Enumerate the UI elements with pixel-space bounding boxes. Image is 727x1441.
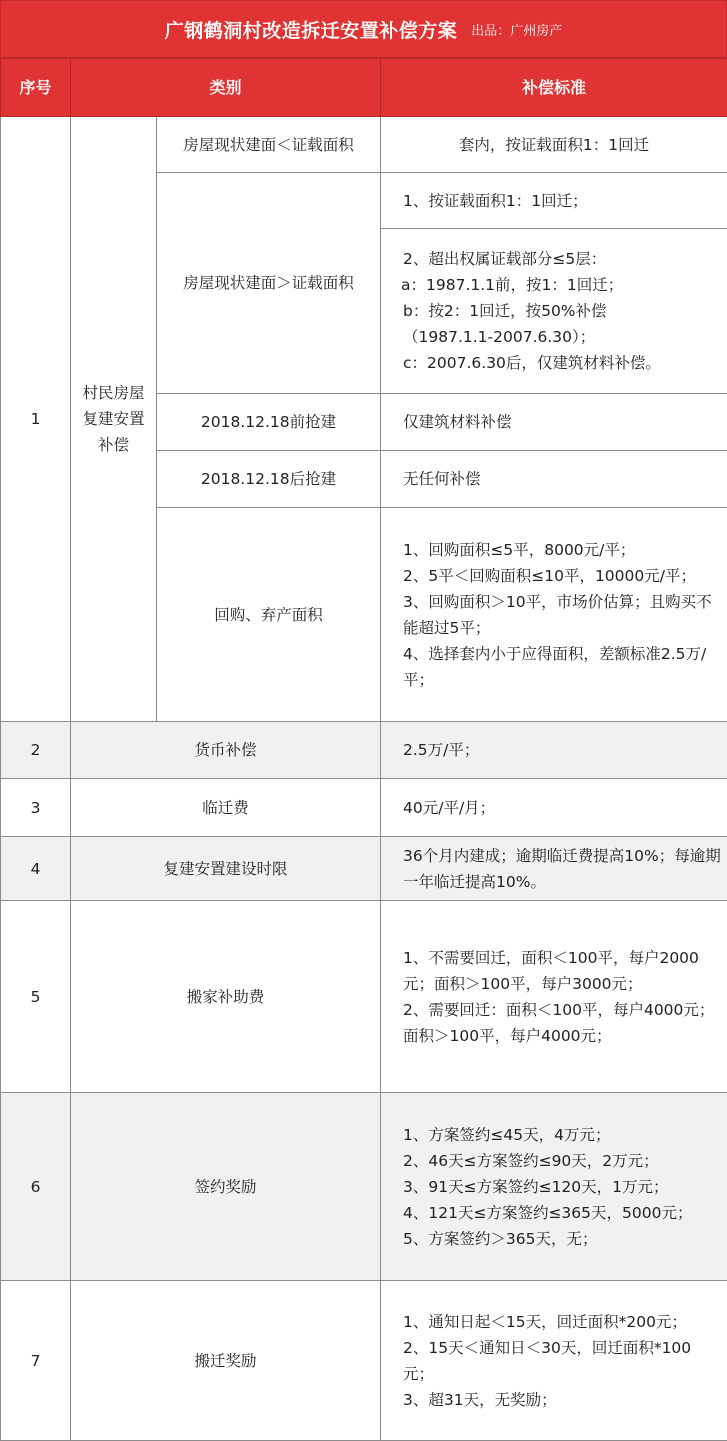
standard-line: 4、121天≤方案签约≤365天，5000元；: [403, 1200, 721, 1226]
sub-item: 回购、弃产面积: [157, 508, 381, 722]
standard-line: 套内，按证载面积1：1回迁: [387, 132, 721, 158]
row-category: 搬家补助费: [71, 901, 381, 1093]
sub-item: 2018.12.18前抢建: [157, 394, 381, 451]
standard-line: 1、回购面积≤5平，8000元/平；: [403, 537, 721, 563]
standard-line: 40元/平/月；: [403, 795, 721, 821]
row-category: 临迁费: [71, 779, 381, 837]
row-category: 村民房屋复建安置补偿: [71, 117, 157, 722]
table-row: [1, 117, 727, 173]
table-row: [1, 722, 727, 779]
standard-line: 2、15天＜通知日＜30天，回迁面积*100元；: [403, 1335, 721, 1387]
standard-line: 1、不需要回迁，面积＜100平，每户2000元；面积＞100平，每户3000元；: [403, 945, 721, 997]
standard-line: 仅建筑材料补偿: [403, 409, 721, 435]
table-row: [1, 1281, 727, 1441]
row-number: 5: [1, 901, 71, 1093]
row-number: 1: [1, 117, 71, 722]
table-row: [1, 837, 727, 901]
standard-line: 2、46天≤方案签约≤90天，2万元；: [403, 1148, 721, 1174]
sub-standard: [381, 508, 727, 722]
standard-line: b：按2：1回迁，按50%补偿: [403, 298, 721, 324]
row-standard: [381, 1093, 727, 1281]
row-standard: [381, 837, 727, 901]
table-row: [1, 1093, 727, 1281]
standard-line: 5、方案签约＞365天，无；: [403, 1226, 721, 1252]
standard-line: 1、按证载面积1：1回迁；: [403, 188, 721, 214]
row-category: 货币补偿: [71, 722, 381, 779]
sub-item: 2018.12.18后抢建: [157, 451, 381, 508]
table-row: [1, 779, 727, 837]
row-category: 搬迁奖励: [71, 1281, 381, 1441]
standard-line: （1987.1.1-2007.6.30）；: [403, 324, 721, 350]
row-standard: [381, 779, 727, 837]
standard-line: 3、回购面积＞10平，市场价估算；且购买不能超过5平；: [403, 589, 721, 641]
standard-line: 2、超出权属证载部分≤5层：: [403, 246, 721, 272]
row-standard: [381, 901, 727, 1093]
row-number: 2: [1, 722, 71, 779]
row-category: 签约奖励: [71, 1093, 381, 1281]
sub-standard: [381, 451, 727, 508]
standard-line: 4、选择套内小于应得面积，差额标准2.5万/平；: [403, 641, 721, 693]
standard-line: 1、通知日起＜15天，回迁面积*200元；: [403, 1309, 721, 1335]
header-no: 序号: [1, 59, 71, 117]
standard-line: 2.5万/平；: [403, 737, 721, 763]
sub-standard: [381, 229, 727, 394]
standard-line: 3、91天≤方案签约≤120天，1万元；: [403, 1174, 721, 1200]
title-bar: [0, 0, 727, 58]
source-label: 出品：广州房产: [471, 20, 562, 39]
standard-line: 3、超31天，无奖励；: [403, 1387, 721, 1413]
standard-line: 1、方案签约≤45天，4万元；: [403, 1122, 721, 1148]
row-number: 3: [1, 779, 71, 837]
header-row: [1, 59, 727, 117]
header-standard: 补偿标准: [381, 59, 727, 117]
standard-line: c：2007.6.30后，仅建筑材料补偿。: [403, 350, 721, 376]
standard-line: 无任何补偿: [403, 466, 721, 492]
standard-line: 2、5平＜回购面积≤10平，10000元/平；: [403, 563, 721, 589]
table-row: [1, 901, 727, 1093]
row-number: 6: [1, 1093, 71, 1281]
row-category: 复建安置建设时限: [71, 837, 381, 901]
header-category: 类别: [71, 59, 381, 117]
row-number: 7: [1, 1281, 71, 1441]
row-standard: [381, 1281, 727, 1441]
row-number: 4: [1, 837, 71, 901]
sub-standard: [381, 394, 727, 451]
compensation-table: [0, 58, 727, 1441]
document-title: 广钢鹤洞村改造拆迁安置补偿方案: [165, 16, 458, 43]
standard-line: 2、需要回迁：面积＜100平，每户4000元；面积＞100平，每户4000元；: [403, 997, 721, 1049]
sub-standard: [381, 173, 727, 229]
sub-item: 房屋现状建面＜证载面积: [157, 117, 381, 173]
standard-line: a：1987.1.1前，按1：1回迁；: [401, 272, 721, 298]
sub-item: 房屋现状建面＞证载面积: [157, 173, 381, 394]
standard-line: 36个月内建成；逾期临迁费提高10%；每逾期一年临迁提高10%。: [403, 843, 721, 895]
row-standard: [381, 722, 727, 779]
sub-standard: [381, 117, 727, 173]
